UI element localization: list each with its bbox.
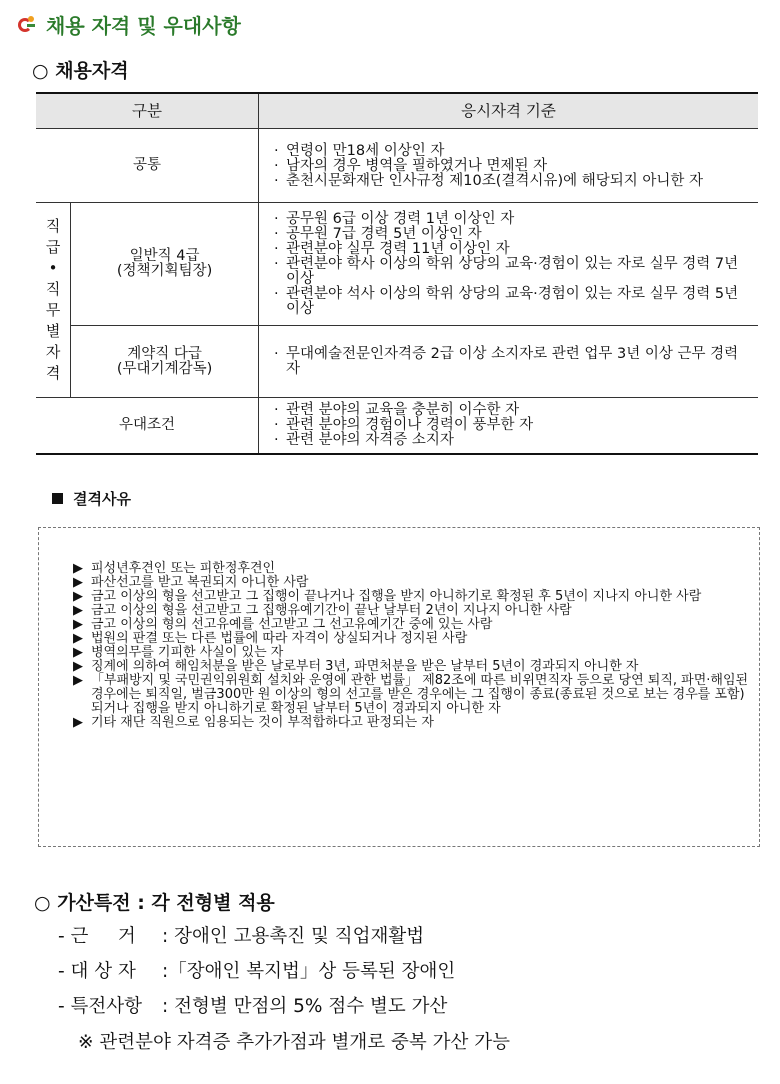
triangle-bullet-icon: ▶ — [73, 631, 83, 646]
category-contract: 계약직 다급 (무대기계감독) — [71, 326, 259, 398]
disqualification-item: ▶ 금고 이상의 형을 선고받고 그 집행유예기간이 끝난 날부터 2년이 지나지 아니한 사람 — [73, 603, 572, 618]
common-item: · 연령이 만18세 이상인 자 — [274, 144, 751, 159]
triangle-bullet-icon: ▶ — [73, 575, 83, 590]
contract-item: · 무대예술전문인자격증 2급 이상 소지자로 관련 업무 3년 이상 근무 경력자 — [274, 347, 751, 377]
general-item: · 공무원 7급 경력 5년 이상인 자 — [274, 227, 751, 242]
disqualification-item: ▶ 「부패방지 및 국민권익위원회 설치와 운영에 관한 법률」 제82조에 따른 비위면직자 등으로 당연 퇴직, 파면·해임된 경우에는 퇴직일, 벌금300만 원 이상의 형의 선고를 받은 경우에는 그 집행이 종료(종료된 것으로 보는 경우를 포함)되거나 집행을 받지 아니하기로 확정된 날부터 5년이 경과되지 아니한 자 — [73, 673, 749, 716]
qualification-table — [36, 92, 758, 455]
preference-item: · 관련 분야의 경험이나 경력이 풍부한 자 — [274, 418, 751, 433]
header-category: 구분 — [36, 93, 259, 129]
triangle-bullet-icon: ▶ — [73, 617, 83, 632]
general-item: · 관련분야 학사 이상의 학위 상당의 교육·경험이 있는 자로 실무 경력 7년 이상 — [274, 257, 751, 287]
category-preference: 우대조건 — [36, 398, 259, 454]
triangle-bullet-icon: ▶ — [73, 659, 83, 674]
row-general — [36, 203, 758, 326]
triangle-bullet-icon: ▶ — [73, 561, 83, 576]
group-label: 직급 • 직무별 자격 — [36, 203, 71, 398]
disqualification-item: ▶ 금고 이상의 형을 선고받고 그 집행이 끝나거나 집행을 받지 아니하기로 확정된 후 5년이 지나지 아니한 사람 — [73, 589, 702, 604]
row-common — [36, 129, 758, 203]
bonus-row-benefit: - 특전사항 : 전형별 만점의 5% 점수 별도 가산 — [58, 996, 448, 1017]
disqualification-heading: 결격사유 — [52, 488, 131, 509]
triangle-bullet-icon: ▶ — [73, 645, 83, 660]
disqualification-item: ▶ 파산선고를 받고 복권되지 아니한 사람 — [73, 575, 309, 590]
preference-item: · 관련 분야의 교육을 충분히 이수한 자 — [274, 403, 751, 418]
disqualification-item: ▶ 징계에 의하여 해임처분을 받은 날로부터 3년, 파면처분을 받은 날부터 5년이 경과되지 아니한 자 — [73, 659, 639, 674]
square-bullet-icon — [52, 493, 63, 504]
disqualification-list — [39, 528, 759, 730]
general-item: · 공무원 6급 이상 경력 1년 이상인 자 — [274, 212, 751, 227]
bonus-list — [58, 922, 455, 1027]
bonus-row-basis: - 근 거 : 장애인 고용촉진 및 직업재활법 — [58, 926, 425, 947]
disqualification-item: ▶ 법원의 판결 또는 다른 법률에 따라 자격이 상실되거나 정지된 사람 — [73, 631, 468, 646]
disqualification-item: ▶ 병역의무를 기피한 사실이 있는 자 — [73, 645, 284, 660]
row-contract — [36, 326, 758, 398]
bonus-heading: ○ 가산특전 : 각 전형별 적용 — [34, 892, 275, 914]
triangle-bullet-icon: ▶ — [73, 589, 83, 604]
preference-item: · 관련 분야의 자격증 소지자 — [274, 433, 751, 448]
category-general: 일반직 4급 (정책기획팀장) — [71, 203, 259, 326]
disqualification-item: ▶ 피성년후견인 또는 피한정후견인 — [73, 561, 276, 576]
page-title — [18, 10, 241, 39]
general-item: · 관련분야 석사 이상의 학위 상당의 교육·경험이 있는 자로 실무 경력 5년 이상 — [274, 287, 751, 317]
triangle-bullet-icon: ▶ — [73, 715, 83, 730]
header-criteria: 응시자격 기준 — [259, 93, 759, 129]
disqualification-item: ▶ 기타 재단 직원으로 임용되는 것이 부적합하다고 판정되는 자 — [73, 715, 434, 730]
triangle-bullet-icon: ▶ — [73, 603, 83, 618]
triangle-bullet-icon: ▶ — [73, 673, 83, 688]
bonus-row-target: - 대 상 자 :「장애인 복지법」상 등록된 장애인 — [58, 961, 456, 982]
disqualification-item: ▶ 금고 이상의 형의 선고유예를 선고받고 그 선고유예기간 중에 있는 사람 — [73, 617, 493, 632]
common-item: · 남자의 경우 병역을 필하였거나 면제된 자 — [274, 159, 751, 174]
qualification-heading: ○ 채용자격 — [32, 60, 129, 82]
page-title-text: 채용 자격 및 우대사항 — [46, 14, 241, 38]
general-item: · 관련분야 실무 경력 11년 이상인 자 — [274, 242, 751, 257]
bonus-note: ※ 관련분야 자격증 추가가점과 별개로 중복 가산 가능 — [78, 1032, 510, 1053]
disqualification-box — [38, 527, 760, 847]
category-common: 공통 — [36, 129, 259, 203]
foundation-logo-icon — [18, 15, 38, 35]
row-preference — [36, 398, 758, 454]
common-item: · 춘천시문화재단 인사규정 제10조(결격시유)에 해당되지 아니한 자 — [274, 174, 751, 189]
